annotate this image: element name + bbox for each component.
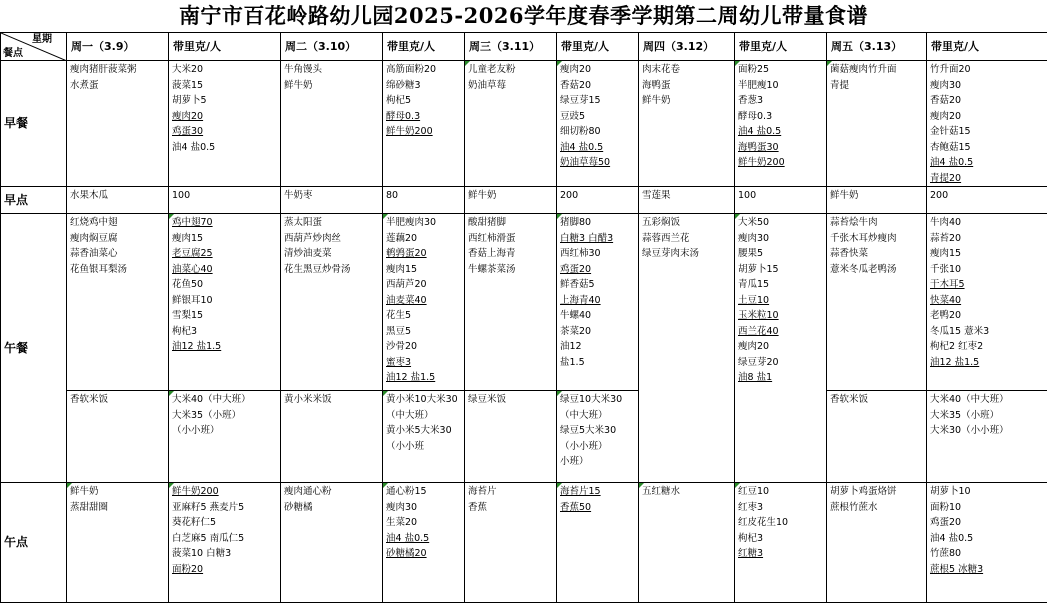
lunch-cell [827,214,927,391]
cell-line: （小小班） [560,439,636,455]
cell-line: 黄小米米饭 [284,392,380,408]
breakfast-cell [67,61,169,187]
cell-line: 鲜银耳10 [172,293,278,309]
cell-line: 香蕉 [468,500,554,516]
cell-line: 黄小米5大米30 [386,423,462,439]
breakfast-cell [639,61,735,187]
cell-line: 100 [738,188,824,204]
cell-line: 蒸甜甜圈 [70,500,166,516]
cell-line: 薏米冬瓜老鸭汤 [830,262,924,278]
cell-line: 大米35（小班） [172,408,278,424]
cell-line: 鲜牛奶 [830,188,924,204]
afternoon-snack-cell [169,483,281,603]
breakfast-cell [927,61,1047,187]
breakfast-cell [169,61,281,187]
cell-line: 白糖3 白醋3 [560,231,636,247]
cell-line: 枸杞2 红枣2 [930,339,1045,355]
cell-line: 鹌鹑蛋20 [386,246,462,262]
cell-line: （中大班） [560,408,636,424]
cell-line: 五彩焖饭 [642,215,732,231]
lunch-row [1,214,1047,391]
breakfast-cell [281,61,383,187]
cell-line: 鲜香菇5 [560,277,636,293]
meal-label-afternoon-snack: 午点 [1,483,67,603]
cell-line: 五红糖水 [642,484,732,500]
cell-line: 蒜蓉西兰花 [642,231,732,247]
cell-line: 水煮蛋 [70,78,166,94]
cell-line: 竹蔗80 [930,546,1045,562]
cell-line: 牛奶枣 [284,188,380,204]
cell-line: （小小班 [386,439,462,455]
cell-line: 西葫芦炒肉丝 [284,231,380,247]
cell-line: 绿豆米饭 [468,392,554,408]
cell-line: 玉米粒10 [738,308,824,324]
cell-line: （中大班） [386,408,462,424]
cell-line: 枸杞5 [386,93,462,109]
cell-line: 油麦菜40 [386,293,462,309]
header-qty-mon: 带里克/人 [169,33,281,61]
cell-line: 莲藕20 [386,231,462,247]
cell-line: 80 [386,188,462,204]
breakfast-cell [735,61,827,187]
cell-line: 香蕉50 [560,500,636,516]
afternoon-snack-cell [557,483,639,603]
cell-line: 蒜苔20 [930,231,1045,247]
afternoon-snack-cell [639,483,735,603]
cell-line: 面粉10 [930,500,1045,516]
cell-line: 生菜20 [386,515,462,531]
header-day-fri: 周五（3.13） [827,33,927,61]
cell-line: 雪梨15 [172,308,278,324]
afternoon-snack-cell [735,483,827,603]
breakfast-cell [383,61,465,187]
cell-line: 西红柿滑蛋 [468,231,554,247]
cell-line: 瘦肉30 [738,231,824,247]
cell-line: 牛螺茶菜汤 [468,262,554,278]
cell-line: 雪莲果 [642,188,732,204]
morning-snack-cell [827,187,927,214]
cell-line: 油12 盐1.5 [172,339,278,355]
cell-line: 100 [172,188,278,204]
afternoon-snack-cell [281,483,383,603]
cell-line: 清炒油麦菜 [284,246,380,262]
staple-cell [169,391,281,483]
afternoon-snack-row [1,483,1047,603]
staple-cell [383,391,465,483]
morning-snack-cell [557,187,639,214]
cell-line: 枸杞3 [738,531,824,547]
cell-line: 花生黑豆炒骨汤 [284,262,380,278]
cell-line: 胡萝卜15 [738,262,824,278]
cell-line: 千张10 [930,262,1045,278]
cell-line: 油12 盐1.5 [930,355,1045,371]
cell-line: 鲜牛奶200 [172,484,278,500]
morning-snack-cell [169,187,281,214]
cell-line: 瘦肉15 [386,262,462,278]
cell-line: 香菇20 [560,78,636,94]
lunch-cell [557,214,639,391]
staple-row [1,391,1047,483]
menu-table [0,32,1047,603]
cell-line: 香葱3 [738,93,824,109]
cell-line: 亚麻籽5 燕麦片5 [172,500,278,516]
cell-line: 青提 [830,78,924,94]
cell-line: 鸡蛋20 [930,515,1045,531]
cell-line: 肉末花卷 [642,62,732,78]
cell-line: 黑豆5 [386,324,462,340]
cell-line: 海苔片15 [560,484,636,500]
cell-line: 香软米饭 [830,392,924,408]
cell-line: 大米30（小小班） [930,423,1045,439]
header-qty-fri: 带里克/人 [927,33,1047,61]
cell-line: 油4 盐0.5 [930,531,1045,547]
breakfast-cell [465,61,557,187]
cell-line: 大米35（小班） [930,408,1045,424]
breakfast-cell [827,61,927,187]
cell-line: 金针菇15 [930,124,1045,140]
cell-line: 蔗根5 冰糖3 [930,562,1045,578]
lunch-cell [383,214,465,391]
cell-line: 细切粉80 [560,124,636,140]
cell-line: 瘦肉20 [172,109,278,125]
cell-line: 油8 盐1 [738,370,824,386]
cell-line: 香软米饭 [70,392,166,408]
cell-line: 红皮花生10 [738,515,824,531]
cell-line: 海鸭蛋30 [738,140,824,156]
cell-line: 上海青40 [560,293,636,309]
afternoon-snack-cell [67,483,169,603]
cell-line: 红烧鸡中翅 [70,215,166,231]
breakfast-row [1,61,1047,187]
cell-line: 绵砂糖3 [386,78,462,94]
lunch-cell [735,214,827,483]
cell-line: 油4 盐0.5 [172,140,278,156]
cell-line: 奶油草莓 [468,78,554,94]
cell-line: 胡萝卜10 [930,484,1045,500]
cell-line: 瘦肉30 [930,78,1045,94]
cell-line: 水果木瓜 [70,188,166,204]
cell-line: 酵母0.3 [738,109,824,125]
cell-line: 香菇上海青 [468,246,554,262]
morning-snack-cell [281,187,383,214]
cell-line: 绿豆芽20 [738,355,824,371]
cell-line: 老豆腐25 [172,246,278,262]
cell-line: 海鸭蛋 [642,78,732,94]
cell-line: 黄小米10大米30 [386,392,462,408]
cell-line: 酸甜猪脚 [468,215,554,231]
cell-line: 枸杞3 [172,324,278,340]
cell-line: 瘦肉20 [738,339,824,355]
cell-line: 大米40（中大班） [930,392,1045,408]
cell-line: 蒜香油菜心 [70,246,166,262]
cell-line: 葵花籽仁5 [172,515,278,531]
lunch-cell [465,214,557,391]
cell-line: 鸡蛋20 [560,262,636,278]
cell-line: 瘦肉15 [172,231,278,247]
cell-line: 200 [560,188,636,204]
cell-line: （小小班） [172,423,278,439]
header-day-thu: 周四（3.12） [639,33,735,61]
morning-snack-cell [67,187,169,214]
cell-line: 大米20 [172,62,278,78]
cell-line: 冬瓜15 薏米3 [930,324,1045,340]
cell-line: 西红柿30 [560,246,636,262]
cell-line: 白芝麻5 南瓜仁5 [172,531,278,547]
lunch-cell [67,214,169,391]
cell-line: 胡萝卜5 [172,93,278,109]
cell-line: 胡萝卜鸡蛋烙饼 [830,484,924,500]
cell-line: 瘦肉20 [560,62,636,78]
lunch-cell [927,214,1047,391]
staple-cell [927,391,1047,483]
header-qty-tue: 带里克/人 [383,33,465,61]
cell-line: 香菇20 [930,93,1045,109]
afternoon-snack-cell [927,483,1047,603]
morning-snack-cell [639,187,735,214]
header-day-wed: 周三（3.11） [465,33,557,61]
corner-meal-label: 餐点 [3,46,23,61]
cell-line: 西兰花40 [738,324,824,340]
cell-line: 油4 盐0.5 [930,155,1045,171]
cell-line: 红糖3 [738,546,824,562]
cell-line: 油4 盐0.5 [386,531,462,547]
cell-line: 油4 盐0.5 [560,140,636,156]
cell-line: 茶菜20 [560,324,636,340]
cell-line: 菠菜10 白糖3 [172,546,278,562]
cell-line: 儿童老友粉 [468,62,554,78]
cell-line: 豆豉5 [560,109,636,125]
cell-line: 青提20 [930,171,1045,187]
cell-line: 鸡蛋30 [172,124,278,140]
cell-line: 老鸭20 [930,308,1045,324]
cell-line: 大米50 [738,215,824,231]
cell-line: 高筋面粉20 [386,62,462,78]
morning-snack-cell [465,187,557,214]
corner-weekday-label: 星期 [32,33,52,48]
cell-line: 盐1.5 [560,355,636,371]
cell-line: 土豆10 [738,293,824,309]
page-title: 南宁市百花岭路幼儿园2025-2026学年度春季学期第二周幼儿带量食谱 [0,0,1047,32]
afternoon-snack-cell [465,483,557,603]
cell-line: 绿豆芽15 [560,93,636,109]
cell-line: 鸡中翅70 [172,215,278,231]
cell-line: 西葫芦20 [386,277,462,293]
staple-cell [465,391,557,483]
cell-line: 菌菇瘦肉竹升面 [830,62,924,78]
cell-line: 瘦肉猪肝菠菜粥 [70,62,166,78]
lunch-cell [639,214,735,483]
meal-label-breakfast: 早餐 [1,61,67,187]
cell-line: 鲜牛奶200 [738,155,824,171]
cell-line: 青瓜15 [738,277,824,293]
cell-line: 蜜枣3 [386,355,462,371]
cell-line: 绿豆芽肉末汤 [642,246,732,262]
cell-line: 酵母0.3 [386,109,462,125]
cell-line: 小班） [560,454,636,470]
cell-line: 半肥瘦肉30 [386,215,462,231]
cell-line: 瘦肉通心粉 [284,484,380,500]
morning-snack-cell [927,187,1047,214]
cell-line: 油12 [560,339,636,355]
cell-line: 蔗根竹蔗水 [830,500,924,516]
cell-line: 绿豆5大米30 [560,423,636,439]
cell-line: 蒜香快菜 [830,246,924,262]
cell-line: 牛角馒头 [284,62,380,78]
cell-line: 菠菜15 [172,78,278,94]
cell-line: 牛肉40 [930,215,1045,231]
morning-snack-row [1,187,1047,214]
cell-line: 干木耳5 [930,277,1045,293]
cell-line: 蒜苔烩牛肉 [830,215,924,231]
cell-line: 油菜心40 [172,262,278,278]
morning-snack-cell [383,187,465,214]
cell-line: 通心粉15 [386,484,462,500]
cell-line: 花鱼50 [172,277,278,293]
cell-line: 蒸太阳蛋 [284,215,380,231]
cell-line: 红豆10 [738,484,824,500]
cell-line: 鲜牛奶 [284,78,380,94]
staple-cell [67,391,169,483]
cell-line: 奶油草莓50 [560,155,636,171]
cell-line: 海苔片 [468,484,554,500]
cell-line: 瘦肉30 [386,500,462,516]
header-row [1,33,1047,61]
meal-label-morning-snack: 早点 [1,187,67,214]
cell-line: 花生5 [386,308,462,324]
breakfast-cell [557,61,639,187]
cell-line: 油4 盐0.5 [738,124,824,140]
staple-cell [827,391,927,483]
header-qty-thu: 带里克/人 [735,33,827,61]
cell-line: 沙骨20 [386,339,462,355]
cell-line: 砂糖橘 [284,500,380,516]
cell-line: 快菜40 [930,293,1045,309]
morning-snack-cell [735,187,827,214]
meal-label-lunch: 午餐 [1,214,67,483]
cell-line: 红枣3 [738,500,824,516]
cell-line: 腰果5 [738,246,824,262]
cell-line: 瘦肉焖豆腐 [70,231,166,247]
cell-line: 竹升面20 [930,62,1045,78]
cell-line: 油12 盐1.5 [386,370,462,386]
cell-line: 鲜牛奶 [70,484,166,500]
header-qty-wed: 带里克/人 [557,33,639,61]
cell-line: 鲜牛奶 [468,188,554,204]
cell-line: 瘦肉20 [930,109,1045,125]
afternoon-snack-cell [383,483,465,603]
cell-line: 绿豆10大米30 [560,392,636,408]
cell-line: 千张木耳炒瘦肉 [830,231,924,247]
cell-line: 牛螺40 [560,308,636,324]
cell-line: 花鱼银耳梨汤 [70,262,166,278]
cell-line: 鲜牛奶200 [386,124,462,140]
cell-line: 鲜牛奶 [642,93,732,109]
cell-line: 面粉20 [172,562,278,578]
cell-line: 面粉25 [738,62,824,78]
staple-cell [557,391,639,483]
cell-line: 砂糖橘20 [386,546,462,562]
corner-cell [1,33,67,61]
cell-line: 半肥瘦10 [738,78,824,94]
afternoon-snack-cell [827,483,927,603]
lunch-cell [281,214,383,391]
cell-line: 杏鲍菇15 [930,140,1045,156]
cell-line: 200 [930,188,1045,204]
lunch-cell [169,214,281,391]
header-day-tue: 周二（3.10） [281,33,383,61]
header-day-mon: 周一（3.9） [67,33,169,61]
cell-line: 瘦肉15 [930,246,1045,262]
staple-cell [281,391,383,483]
cell-line: 猪脚80 [560,215,636,231]
cell-line: 大米40（中大班） [172,392,278,408]
